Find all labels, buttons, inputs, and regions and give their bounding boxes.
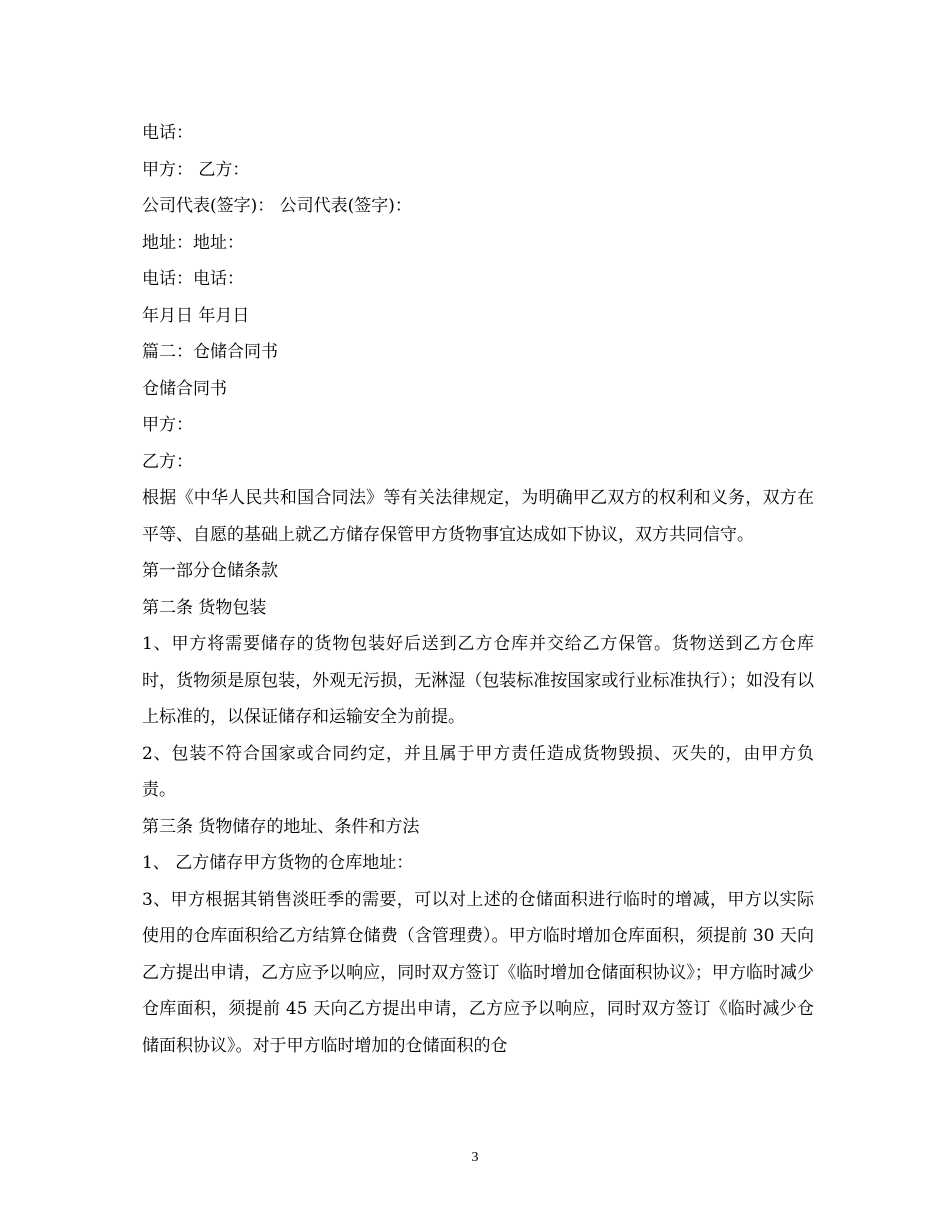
preamble-paragraph: 根据《中华人民共和国合同法》等有关法律规定，为明确甲乙双方的权利和义务，双方在平等、自愿的基础上就乙方储存保管甲方货物事宜达成如下协议，双方共同信守。 [142,488,814,545]
address-line: 地址：地址： [142,232,244,253]
article-three-clause-3: 3、甲方根据其销售淡旺季的需要，可以对上述的仓储面积进行临时的增减，甲方以实际使用的仓库面积给乙方结算仓储费（含管理费）。甲方临时增加仓库面积，须提前 30 天向乙方提出申请，乙方应予以响应，同时双方签订《临时增加仓储面积协议》；甲方临时减少仓库面积，须提前 45 天向乙方提出申请，乙方应予以响应，同时双方签订《临时减少仓储面积协议》。对于甲方临时增加的仓储面积的仓 [142,889,814,1056]
phone-line: 电话： [142,123,193,143]
article-three-heading: 第三条 货物储存的地址、条件和方法 [142,816,420,837]
article-three-clause-1: 1、 乙方储存甲方货物的仓库地址： [142,853,414,873]
party-b-line: 乙方： [142,451,193,472]
article-two-heading: 第二条 货物包装 [142,597,267,618]
document-body [142,115,814,1064]
article-two-clause-1: 1、甲方将需要储存的货物包装好后送到乙方仓库并交给乙方保管。货物送到乙方仓库时，货物须是原包装，外观无污损，无淋湿（包装标准按国家或行业标准执行）；如没有以上标准的，以保证储存和运输安全为前提。 [142,634,814,727]
contract-title: 仓储合同书 [142,378,227,399]
representative-signature-line: 公司代表(签字)： 公司代表(签字)： [142,196,412,216]
part-one-heading: 第一部分仓储条款 [142,561,278,581]
page-number: 3 [471,1150,479,1165]
party-a-line: 甲方： [142,415,193,435]
date-line: 年月日 年月日 [142,305,250,326]
section-heading: 篇二：仓储合同书 [142,342,278,362]
article-two-clause-2: 2、包装不符合国家或合同约定，并且属于甲方责任造成货物毁损、灭失的，由甲方负责。 [142,743,814,800]
phone-pair-line: 电话：电话： [142,269,244,289]
parties-line: 甲方： 乙方： [142,159,250,180]
